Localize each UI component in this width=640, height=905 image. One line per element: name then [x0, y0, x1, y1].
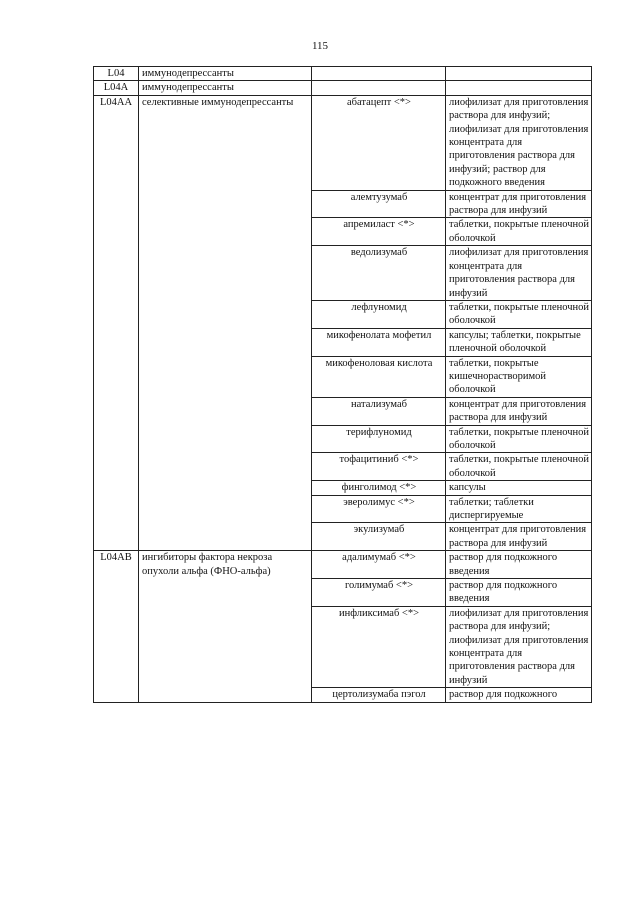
drug-name: лефлуномид — [312, 300, 446, 328]
drug-name: тофацитиниб <*> — [312, 453, 446, 481]
dosage-form: капсулы; таблетки, покрытые пленочной оболочкой — [446, 328, 592, 356]
table-row — [94, 551, 592, 579]
drug-name: эверолимус <*> — [312, 495, 446, 523]
dosage-form: лиофилизат для приготовления концентрата для приготовления раствора для инфузий — [446, 246, 592, 301]
drug-name: абатацепт <*> — [312, 95, 446, 190]
drug-name: цертолизумаба пэгол — [312, 688, 446, 702]
dosage-form: раствор для подкожного — [446, 688, 592, 702]
drug-name: апремиласт <*> — [312, 218, 446, 246]
drug-name: терифлуномид — [312, 425, 446, 453]
table-row — [94, 81, 592, 95]
group-name: селективные иммунодепрессанты — [139, 95, 312, 550]
atc-code: L04AB — [94, 551, 139, 702]
dosage-form: концентрат для приготовления раствора для инфузий — [446, 190, 592, 218]
drug-name: алемтузумаб — [312, 190, 446, 218]
atc-code: L04AA — [94, 95, 139, 550]
atc-code: L04A — [94, 81, 139, 95]
drug-table — [93, 66, 592, 703]
dosage-form: таблетки, покрытые пленочной оболочкой — [446, 453, 592, 481]
group-name: ингибиторы фактора некроза опухоли альфа (ФНО-альфа) — [139, 551, 312, 702]
dosage-form: концентрат для приготовления раствора для инфузий — [446, 523, 592, 551]
dosage-form: таблетки, покрытые пленочной оболочкой — [446, 425, 592, 453]
dosage-form: капсулы — [446, 481, 592, 495]
group-name: иммунодепрессанты — [139, 81, 312, 95]
drug-name — [312, 67, 446, 81]
drug-name: экулизумаб — [312, 523, 446, 551]
dosage-form: концентрат для приготовления раствора для инфузий — [446, 397, 592, 425]
dosage-form: таблетки, покрытые пленочной оболочкой — [446, 300, 592, 328]
drug-name: микофеноловая кислота — [312, 356, 446, 397]
drug-name: финголимод <*> — [312, 481, 446, 495]
drug-name: голимумаб <*> — [312, 579, 446, 607]
dosage-form: лиофилизат для приготовления раствора для инфузий; лиофилизат для приготовления концентрата для приготовления раствора для инфузий; раствор для подкожного введения — [446, 95, 592, 190]
drug-name: натализумаб — [312, 397, 446, 425]
table-row — [94, 67, 592, 81]
dosage-form: таблетки, покрытые кишечнорастворимой оболочкой — [446, 356, 592, 397]
dosage-form: раствор для подкожного введения — [446, 551, 592, 579]
dosage-form: раствор для подкожного введения — [446, 579, 592, 607]
group-name: иммунодепрессанты — [139, 67, 312, 81]
drug-name — [312, 81, 446, 95]
dosage-form — [446, 67, 592, 81]
drug-name: инфликсимаб <*> — [312, 606, 446, 687]
dosage-form: таблетки; таблетки диспергируемые — [446, 495, 592, 523]
dosage-form: лиофилизат для приготовления раствора для инфузий; лиофилизат для приготовления концентрата для приготовления раствора для инфузий — [446, 606, 592, 687]
page-number: 115 — [311, 40, 329, 52]
dosage-form: таблетки, покрытые пленочной оболочкой — [446, 218, 592, 246]
drug-name: микофенолата мофетил — [312, 328, 446, 356]
drug-name: адалимумаб <*> — [312, 551, 446, 579]
dosage-form — [446, 81, 592, 95]
drug-name: ведолизумаб — [312, 246, 446, 301]
table-row — [94, 95, 592, 190]
atc-code: L04 — [94, 67, 139, 81]
